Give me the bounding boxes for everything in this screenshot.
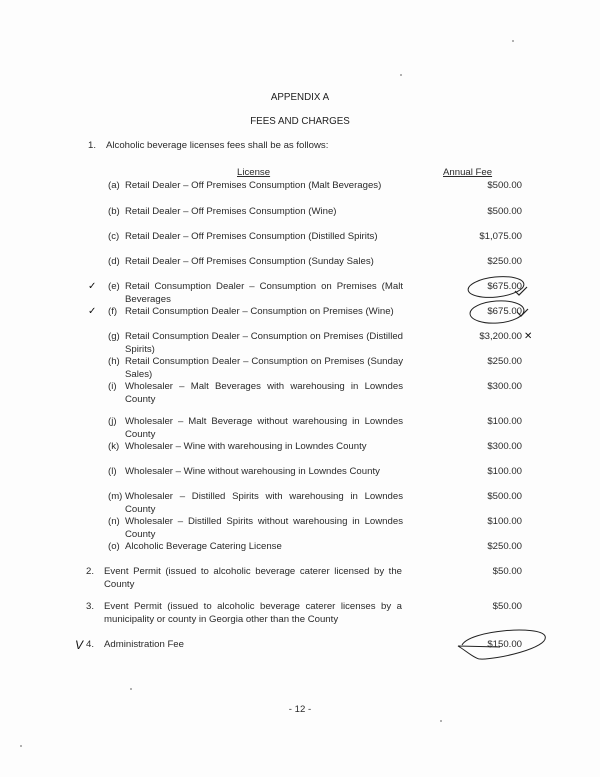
license-description: Wholesaler – Wine with warehousing in Lowndes County bbox=[125, 441, 367, 452]
license-fee: $250.00 bbox=[487, 356, 522, 367]
license-description: Retail Dealer – Off Premises Consumption (Wine) bbox=[125, 206, 337, 217]
license-letter: (e) bbox=[108, 281, 120, 292]
license-fee: $100.00 bbox=[487, 516, 522, 527]
license-description: Retail Dealer – Off Premises Consumption (Malt Beverages) bbox=[125, 180, 382, 191]
license-description: Wholesaler – Distilled Spirits with warehousing in Lowndes County bbox=[125, 491, 403, 515]
section-description: Event Permit (issued to alcoholic beverage caterer licenses by a municipality or county in Georgia other than the County bbox=[104, 601, 402, 625]
license-letter: (l) bbox=[108, 466, 117, 477]
license-description: Wholesaler – Malt Beverage without warehousing in Lowndes County bbox=[125, 416, 403, 440]
section-description: Administration Fee bbox=[104, 639, 184, 650]
section-1-text: Alcoholic beverage licenses fees shall be as follows: bbox=[106, 140, 329, 151]
license-description: Retail Consumption Dealer – Consumption on Premises (Malt Beverages bbox=[125, 281, 403, 305]
license-letter: (b) bbox=[108, 206, 120, 217]
license-letter: (k) bbox=[108, 441, 120, 452]
section-fee: $50.00 bbox=[492, 601, 522, 612]
license-fee: $250.00 bbox=[487, 541, 522, 552]
license-description: Retail Consumption Dealer – Consumption on Premises (Sunday Sales) bbox=[125, 356, 403, 380]
check-mark-icon: V bbox=[75, 638, 84, 652]
license-description: Retail Dealer – Off Premises Consumption (Distilled Spirits) bbox=[125, 231, 378, 242]
license-letter: (d) bbox=[108, 256, 120, 267]
license-letter: (c) bbox=[108, 231, 120, 242]
section-1-number: 1. bbox=[88, 140, 97, 151]
license-letter: (m) bbox=[108, 491, 123, 502]
license-fee: $250.00 bbox=[487, 256, 522, 267]
license-description: Wholesaler – Malt Beverages with warehousing in Lowndes County bbox=[125, 381, 403, 405]
license-letter: (g) bbox=[108, 331, 120, 342]
license-fee: $675.00 bbox=[487, 281, 522, 292]
license-description: Retail Consumption Dealer – Consumption on Premises (Wine) bbox=[125, 306, 394, 317]
license-fee: $500.00 bbox=[487, 491, 522, 502]
license-fee: $500.00 bbox=[487, 206, 522, 217]
license-fee: $675.00 bbox=[487, 306, 522, 317]
license-fee: $3,200.00 bbox=[479, 331, 522, 342]
license-letter: (o) bbox=[108, 541, 120, 552]
license-description: Alcoholic Beverage Catering License bbox=[125, 541, 282, 552]
section-number: 4. bbox=[86, 639, 95, 650]
license-letter: (h) bbox=[108, 356, 120, 367]
annual-fee-column-header: Annual Fee bbox=[443, 167, 493, 178]
section-number: 3. bbox=[86, 601, 95, 612]
license-fee: $100.00 bbox=[487, 466, 522, 477]
license-letter: (n) bbox=[108, 516, 120, 527]
license-fee: $100.00 bbox=[487, 416, 522, 427]
check-mark-icon: ✓ bbox=[88, 281, 97, 292]
license-description: Wholesaler – Distilled Spirits without warehousing in Lowndes County bbox=[125, 516, 403, 540]
page-number: - 12 - bbox=[288, 704, 312, 715]
section-description: Event Permit (issued to alcoholic beverage caterer licensed by the County bbox=[104, 566, 402, 590]
section-number: 2. bbox=[86, 566, 95, 577]
license-fee: $300.00 bbox=[487, 441, 522, 452]
section-fee: $150.00 bbox=[487, 639, 522, 650]
x-mark-icon: ✕ bbox=[524, 331, 533, 342]
fees-heading: FEES AND CHARGES bbox=[250, 116, 350, 127]
license-description: Retail Consumption Dealer – Consumption on Premises (Distilled Spirits) bbox=[125, 331, 403, 355]
license-description: Retail Dealer – Off Premises Consumption (Sunday Sales) bbox=[125, 256, 374, 267]
license-letter: (f) bbox=[108, 306, 118, 317]
section-fee: $50.00 bbox=[492, 566, 522, 577]
license-letter: (a) bbox=[108, 180, 120, 191]
appendix-heading: APPENDIX A bbox=[270, 92, 330, 103]
license-letter: (j) bbox=[108, 416, 117, 427]
license-fee: $300.00 bbox=[487, 381, 522, 392]
license-fee: $500.00 bbox=[487, 180, 522, 191]
license-letter: (i) bbox=[108, 381, 117, 392]
check-mark-icon: ✓ bbox=[88, 306, 97, 317]
license-description: Wholesaler – Wine without warehousing in Lowndes County bbox=[125, 466, 380, 477]
license-fee: $1,075.00 bbox=[479, 231, 522, 242]
license-column-header: License bbox=[237, 167, 271, 178]
